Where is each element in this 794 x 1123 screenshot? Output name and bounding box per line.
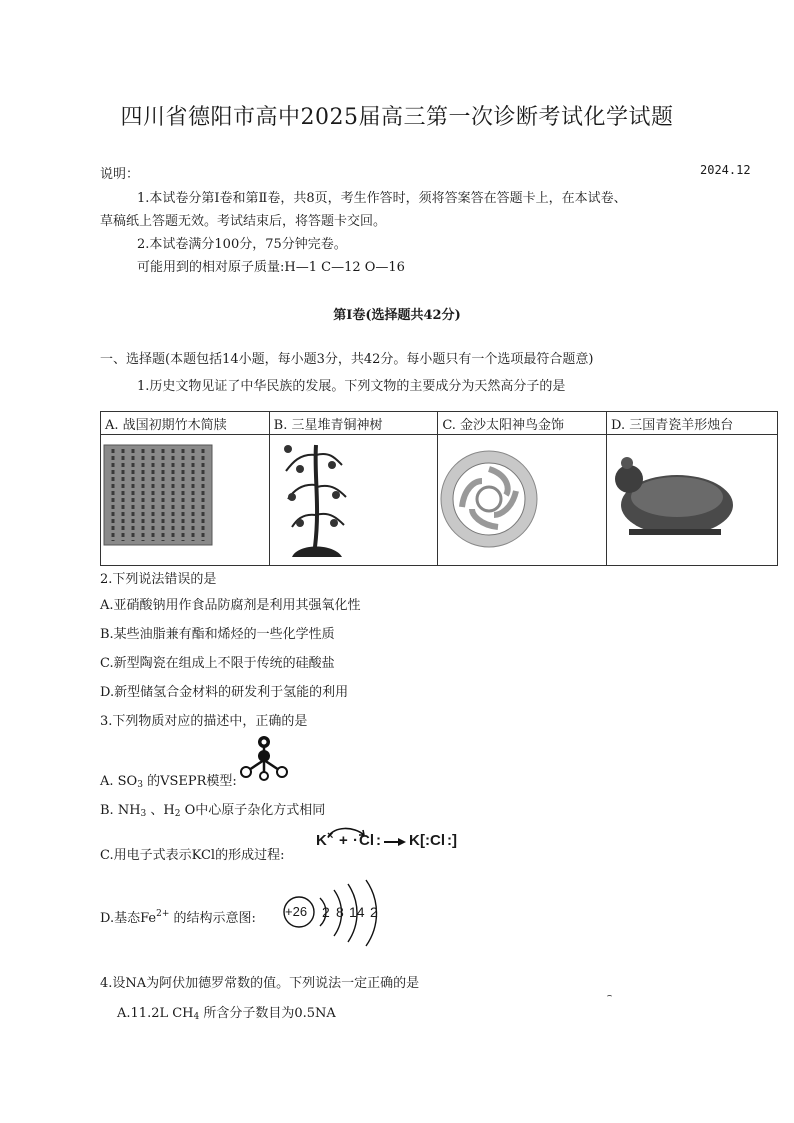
kcl-cl-left: Cl <box>359 832 374 849</box>
instructions-label: 说明： <box>100 167 140 182</box>
q2-option-b: B.某些油脂兼有酯和烯烃的一些化学性质 <box>100 627 335 642</box>
q3-stem: 3.下列物质对应的描述中，正确的是 <box>100 714 308 729</box>
reaction-arrow-icon <box>384 837 408 847</box>
fe-nucleus-charge: +26 <box>285 904 308 919</box>
page-title: 四川省德阳市高中2025届高三第一次诊断考试化学试题 <box>120 105 674 130</box>
sun-bird-cell <box>438 435 607 566</box>
q1-stem: 1.历史文物见证了中华民族的发展。下列文物的主要成分为天然高分子的是 <box>137 379 566 394</box>
q2-option-d: D.新型储氢合金材料的研发利于氢能的利用 <box>100 685 349 700</box>
section-intro: 一、选择题(本题包括14小题，每小题3分，共42分。每小题只有一个选项最符合题意) <box>100 352 594 367</box>
fe-shell-2: 8 <box>336 904 344 920</box>
fe-ion-structure-diagram <box>282 878 392 948</box>
so3-vsepr-model-icon <box>238 734 290 782</box>
bamboo-slips-image <box>101 435 263 561</box>
kcl-k-left: K <box>316 832 327 849</box>
scan-mark <box>607 995 612 999</box>
option-c-label: C. 金沙太阳神鸟金饰 <box>438 412 607 435</box>
bamboo-slips-cell <box>101 435 270 566</box>
kcl-cl-right: Cl <box>430 832 445 849</box>
fe-shell-3: 14 <box>349 904 365 920</box>
artifact-table <box>100 411 778 566</box>
option-b-label: B. 三星堆青铜神树 <box>269 412 438 435</box>
kcl-k-right: K <box>409 832 420 849</box>
option-d-label: D. 三国青瓷羊形烛台 <box>607 412 778 435</box>
q3-option-d: D.基态$Fe^{2+}$ 的结构示意图: <box>100 909 256 926</box>
q2-option-a: A.亚硝酸钠用作食品防腐剂是利用其强氧化性 <box>100 598 361 613</box>
instruction-2: 2.本试卷满分100分，75分钟完卷。 <box>137 237 347 252</box>
sheep-candleholder-cell <box>607 435 778 566</box>
instruction-3: 可能用到的相对原子质量:H—1 C—12 O—16 <box>137 260 405 275</box>
q4-stem: 4.设NA为阿伏加德罗常数的值。下列说法一定正确的是 <box>100 976 420 991</box>
sun-bird-image <box>438 435 600 561</box>
instruction-1a: 1.本试卷分第Ⅰ卷和第Ⅱ卷，共8页，考生作答时，须将答案答在答题卡上，在本试卷、 <box>137 191 627 206</box>
q2-stem: 2.下列说法错误的是 <box>100 572 217 587</box>
kcl-formation-diagram: K × + · Cl : K [ : Cl : ] <box>316 826 466 856</box>
q3-option-a: A. $SO_3$ 的VSEPR模型: <box>100 774 237 790</box>
q3-option-b: B. $NH_3$ 、$H_2$ O中心原子杂化方式相同 <box>100 803 326 819</box>
sheep-candleholder-image <box>607 435 777 561</box>
fe-shell-4: 2 <box>370 904 378 920</box>
bronze-tree-cell <box>269 435 438 566</box>
exam-date: 2024.12 <box>700 163 751 177</box>
instruction-1b: 草稿纸上答题无效。考试结束后，将答题卡交回。 <box>100 214 387 229</box>
option-a-label: A. 战国初期竹木简牍 <box>101 412 270 435</box>
q4-option-a: A.11.2L $CH_4$ 所含分子数目为0.5NA <box>117 1006 336 1022</box>
bronze-tree-image <box>270 435 432 561</box>
fe-shell-1: 2 <box>322 904 330 920</box>
section-heading: 第Ⅰ卷(选择题共42分) <box>333 308 461 323</box>
electron-transfer-arrow-icon <box>326 826 368 838</box>
q3-option-c: C.用电子式表示KCl的形成过程: <box>100 848 285 863</box>
q2-option-c: C.新型陶瓷在组成上不限于传统的硅酸盐 <box>100 656 335 671</box>
